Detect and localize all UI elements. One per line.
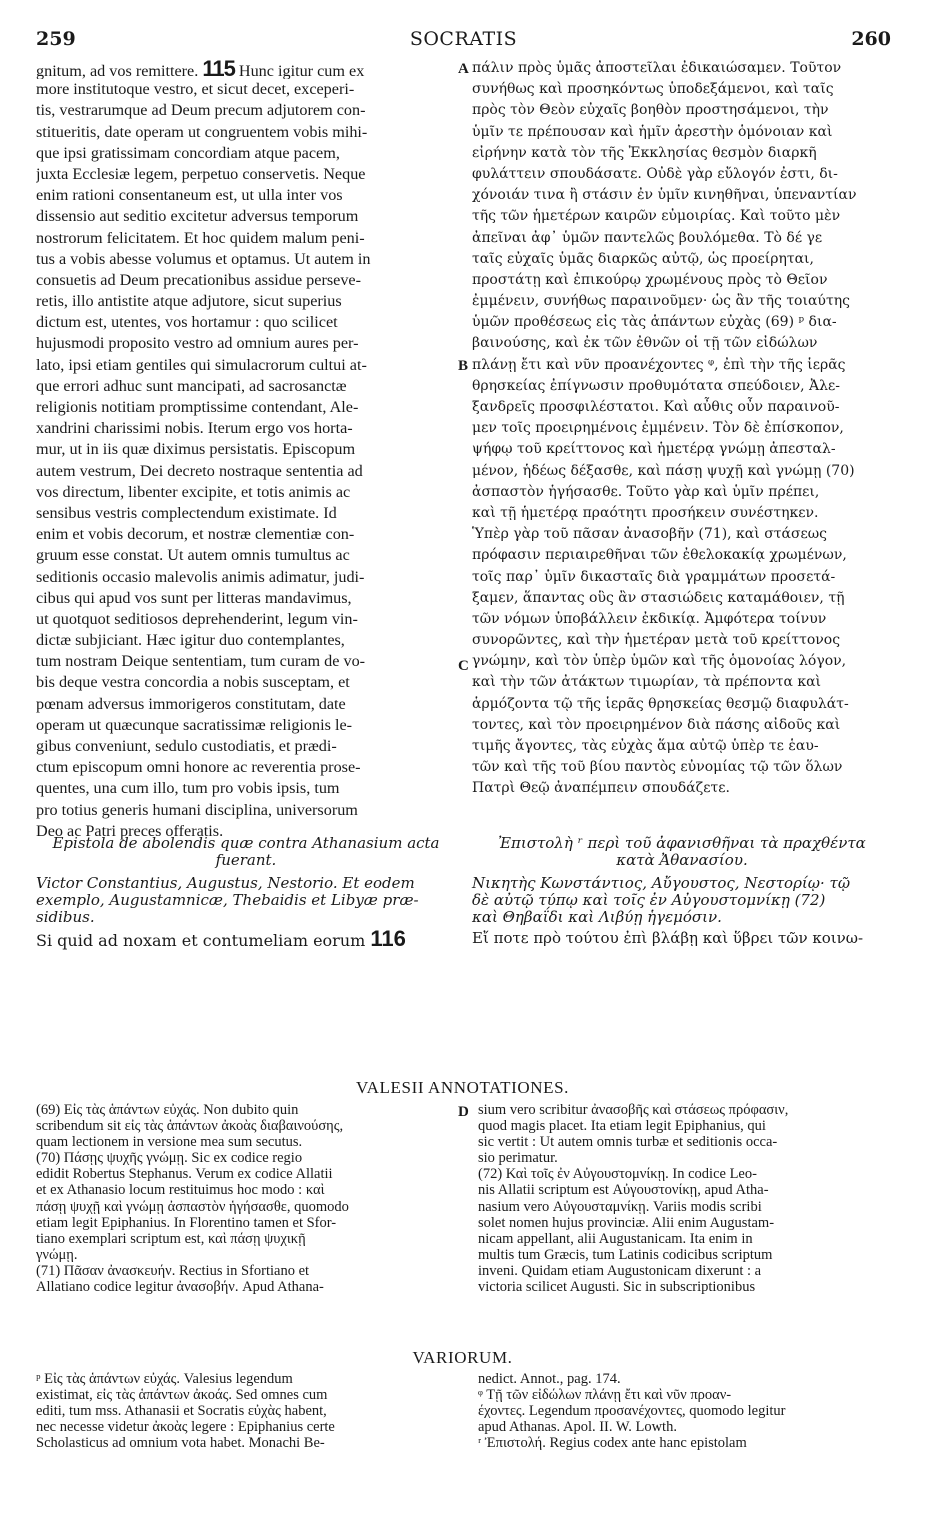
note-line: solet nomen hujus provinciæ. Alii enim Augustam- [478,1214,775,1231]
latin-line: tus a vobis abesse volumus et optamus. Ut autem in [36,249,371,268]
latin-line: lato, ipsi etiam gentiles qui simulacrorum cultui at- [36,355,367,374]
greek-line: συνορῶντες, καὶ τὴν ἡμετέραν μετὰ τοῦ κρείττονος [472,632,841,649]
greek-line: καὶ τὴν τῶν ἀτάκτων τιμωρίαν, τὰ πρέποντα καὶ [472,674,822,691]
note-line: (69) Εἰς τὰς ἁπάντων εὐχάς. Non dubito quin [36,1102,299,1118]
greek-line: πλάνῃ ἔτι καὶ νῦν προανέχοντες ᵠ, ἐπὶ τὴν τῆς ἱερᾶς [472,356,846,373]
epistle-opening: Si quid ad noxam et contumeliam eorum 116 [36,926,406,951]
greek-line: ξαμεν, ἅπαντας οὓς ἂν στασιώδεις καταμάθοιεν, τῇ [472,589,845,606]
latin-line: que ipsi gratissimam concordiam atque pacem, [36,143,340,162]
note-line: victoria scilicet Augusti. Sic in subscriptionibus [478,1279,756,1296]
epistle-title-line: fuerant. [215,851,277,869]
latin-line: consuetis ad Deum precationibus assidue perseve- [36,270,361,289]
note-line: nicam appellant, alii Augustanicam. Ita enim in [478,1230,753,1247]
greek-line: βαινούσης, καὶ ἐκ τῶν ἐθνῶν οἱ τῇ τῶν εἰδώλων [472,335,818,352]
margin-marker-a: A [458,61,469,77]
note-line: quam lectionem in versione mea sum secutus. [36,1134,303,1151]
note-line: existimat, εἰς τὰς ἁπάντων ἀκοάς. Sed omnes cum [36,1387,328,1404]
note-line: et ex Athanasio locum restituimus hoc modo : καὶ [36,1182,325,1199]
margin-marker-b: B [458,358,469,374]
note-line: nec necesse videtur ἀκοὰς legere : Epiphanius certe [36,1419,335,1436]
note-line: multis tum Græcis, tum Latinis codicibus scriptum [478,1246,773,1263]
greek-line: ὑμῖν τε πρέπουσαν καὶ ἡμῖν ἀρεστὴν ὁμόνοιαν καὶ [472,123,833,140]
greek-line: ψήφῳ τοῦ κρείττονος καὶ ἡμετέρᾳ γνώμῃ ἀπεσταλ- [472,441,836,458]
latin-line: pœnam adversus immorigeros constitutam, date [36,694,346,713]
greek-line: Ὑπὲρ γὰρ τοῦ πᾶσαν ἀνασοβῆν (71), καὶ στάσεως [472,526,828,543]
greek-line: ἀπεῖναι ἀφ᾽ ὑμῶν παντελῶς βουλόμεθα. Τὸ δέ γε [472,229,823,246]
greek-line: προστάτῃ καὶ ἐπικούρῳ χρωμένους πρὸς τὸ Θεῖον [472,271,828,288]
greek-line: μεν τοῖς προειρημένοις ἐμμένειν. Τὸν δὲ ἐπίσκοπον, [472,420,844,437]
latin-line: juxta Ecclesiæ legem, perpetuo conservetis. Neque [36,164,366,183]
epistle-address-line: exemplo, Augustamnicæ, Thebaidis et Libyæ præ- [36,891,419,909]
latin-line: que errori adhuc sunt mancipati, ad sacrosanctæ [36,376,347,395]
greek-line: ἁρμόζοντα τῷ τῆς ἱερᾶς θρησκείας θεσμῷ διαφυλάτ- [472,695,849,712]
greek-line: χόνοιάν τινα ἢ στάσιν ἐν ὑμῖν κινηθῆναι, ὑπεναντίαν [472,187,857,204]
note-line: nedict. Annot., pag. 174. [478,1371,621,1387]
epistle-title-line: κατὰ Ἀθανασίου. [616,851,748,869]
greek-line: καὶ τῇ ἡμετέρᾳ πραότητι προσήκειν συνέστηκεν. [472,504,819,521]
greek-line: τοῖς παρ᾽ ὑμῖν δικασταῖς διὰ γραμμάτων προσετά- [472,568,836,585]
note-line: Scholasticus ad omnium vota habet. Monachi Be- [36,1435,325,1452]
latin-line: tum nostram Deique sententiam, tum curam de vo- [36,652,366,671]
epistle-opening: Εἴ ποτε πρὸ τούτου ἐπὶ βλάβῃ καὶ ὕβρει τῶν κοινω- [472,929,864,947]
note-line: πάσῃ ψυχῇ καὶ γνώμῃ ἀσπαστὸν ἡγήσασθε, quomodo [36,1198,349,1215]
note-line: sium vero scribitur ἀνασοβῆς καὶ στάσεως πρόφασιν, [478,1102,789,1118]
latin-line: bis deque vestra concordia a nobis susceptam, et [36,673,350,692]
latin-line: retis, illo antistite atque adjutore, sicut superius [36,292,342,311]
page-number-left: 259 [36,28,76,50]
latin-line: enim rationi consentaneum est, ut ulla inter vos [36,186,343,205]
latin-line: tis, vestrarumque ad Deum precum adjutorem con- [36,101,366,120]
latin-line: cibus qui apud vos sunt per litteras mandavimus, [36,588,352,607]
greek-line: πρόφασιν περιαιρεθῆναι τῶν ἐθελοκακίᾳ χρωμένων, [472,547,847,564]
greek-line: φυλάττειν σπουδάσατε. Οὐδὲ γὰρ εὔλογόν ἐστι, δι- [472,165,838,182]
section-number: 115 [202,58,235,80]
variorum-heading: VARIORUM. [412,1348,513,1367]
note-line: edidit Robertus Stephanus. Verum ex codice Allatii [36,1166,333,1183]
latin-line: vos directum, libenter excipite, et totis animis ac [36,482,351,501]
note-line: ᵖ Εἰς τὰς ἁπάντων εὐχάς. Valesius legendum [36,1371,293,1387]
epistle-address-line: Νικητὴς Κωνστάντιος, Αὔγουστος, Νεστορίῳ· τῷ [472,874,851,892]
variorum-notes-left [36,1371,456,1451]
note-line: nis Allatii scriptum est Αὐγουστονίκῃ, apud Atha- [478,1182,769,1199]
note-line: ᵠ Τῇ τῶν εἰδώλων πλάνῃ ἔτι καὶ νῦν προαν- [478,1387,732,1404]
greek-line: συνήθως καὶ προσηκόντως ὑποδεξάμενοι, καὶ ταῖς [472,81,834,98]
epistle-address-line: Victor Constantius, Augustus, Nestorio. Et eodem [36,874,415,892]
page-number-right: 260 [851,28,891,50]
latin-line: pro totius generis humani disciplina, universorum [36,800,358,819]
greek-line: πρὸς τὸν Θεὸν εὐχαῖς βοηθὸν προστησάμενοι, τὴν [472,102,829,119]
note-line: etiam legit Epiphanius. In Florentino tamen et Sfor- [36,1214,337,1231]
latin-line: dissensio aut seditio excitetur adversus temporum [36,207,359,226]
latin-line: stitueritis, date operam ut congruentem vobis mihi- [36,122,368,141]
latin-line: Deo ac Patri preces offeratis. [36,821,224,840]
latin-line: autem vestrum, Dei decreto nostraque sententia ad [36,461,363,480]
greek-line: τοντες, καὶ τὸν προειρημένον διὰ πάσης αἰδοῦς καὶ [472,716,841,733]
latin-line: hujusmodi proposito vestro ad omnium aures per- [36,334,359,353]
section-number: 116 [370,926,406,951]
greek-line: μένον, ἡδέως δέξασθε, καὶ πάσῃ ψυχῇ καὶ γνώμῃ (70) [472,462,855,479]
note-line: (70) Πάσῃς ψυχῆς γνώμῃ. Sic ex codice regio [36,1150,303,1167]
greek-line: γνώμην, καὶ τὸν ὑπὲρ ὑμῶν καὶ τῆς ὁμονοίας λόγον, [472,653,847,670]
epistle-title-line: Ἐπιστολὴ ʳ περὶ τοῦ ἀφανισθῆναι τὰ πραχθέντα [498,834,866,852]
latin-line: more institutoque vestro, et sicut decet, exceperi- [36,80,355,99]
greek-line: τῶν νόμων ὑποβάλλειν ἐκδικίᾳ. Ἀμφότερα τοίνυν [472,610,827,627]
variorum-notes-right [478,1371,890,1451]
note-line: editi, tum mss. Athanasii et Socratis εὐχὰς habent, [36,1403,327,1420]
note-line: (71) Πᾶσαν ἀνασκευήν. Rectius in Sfortiano et [36,1262,310,1279]
margin-marker-d: D [458,1104,469,1120]
latin-line: gnitum, ad vos remittere. 115 Hunc igitur cum ex [36,58,365,80]
latin-line: ut quotquot seditiosos deprehenderint, legum vin- [36,609,358,628]
latin-line: enim et vobis decorum, et nostræ clementiæ con- [36,525,355,544]
greek-line: θρησκείας ἐπίγνωσιν προθυμότατα σπεύδοιεν, Ἀλε- [472,377,841,394]
latin-line: xandrini charissimi nobis. Iterum ergo vos horta- [36,419,353,438]
greek-line: ἀσπαστὸν ἡγήσασθε. Τοῦτο γὰρ καὶ ὑμῖν πρέπει, [472,483,820,500]
latin-line: nostrorum felicitatem. Et hoc quidem malum peni- [36,228,365,247]
latin-line: gibus conveniunt, sedulo custodiatis, et prædi- [36,737,337,755]
latin-line: mur, ut in iis quæ diximus persistatis. Episcopum [36,440,356,459]
greek-line: τῆς τῶν ἡμετέρων καιρῶν εὐμοιρίας. Καὶ τοῦτο μὲν [472,208,841,225]
valesii-heading: VALESII ANNOTATIONES. [355,1078,570,1097]
note-line: quod magis placet. Ita etiam legit Epiphanius, qui [478,1118,766,1135]
note-line: nasium vero Αὐγουσταμνίκῃ. Variis modis scribi [478,1198,762,1215]
greek-line: ὑμῶν προθέσεως εἰς τὰς ἁπάντων εὐχὰς (69) ᵖ δια- [472,314,837,331]
epistle-address-line: sidibus. [36,908,95,926]
latin-column [36,58,456,842]
greek-line: Πατρὶ Θεῷ ἀναπέμπειν σπουδάζετε. [472,780,730,797]
epistle-latin [36,835,456,949]
latin-line: ctum episcopum omni honore ac reverentia prose- [36,758,361,777]
greek-line: τιμῆς ἄγοντες, τὰς εὐχὰς ἅμα αὐτῷ ὑπὲρ τε ἑαυ- [472,738,819,754]
epistle-address-line: καὶ Θηβαΐδι καὶ Λιβύῃ ἡγεμόσιν. [472,908,722,926]
greek-line: τῶν καὶ τῆς τοῦ βίου παντὸς εὐνομίας τῷ τῶν ὅλων [472,759,843,776]
note-line: sic vertit : Ut autem omnis turbæ et seditionis occa- [478,1134,778,1151]
valesii-notes-left [36,1102,456,1295]
note-line: έχοντες. Legendum προσανέχοντες, quomodo legitur [478,1403,786,1420]
note-line: ʳ Ἐπιστολή. Regius codex ante hanc epistolam [478,1435,747,1452]
greek-line: ταῖς εὐχαῖς ὑμᾶς διαρκῶς αὐτῷ, ὡς προείρηται, [472,250,814,267]
latin-line: quentes, una cum illo, tum pro vobis ipsis, tum [36,779,340,798]
note-line: apud Athanas. Apol. II. W. Lowth. [478,1419,677,1436]
greek-line: ξανδρεῖς προσφιλέστατοι. Καὶ αὖθις οὖν παραινοῦ- [472,399,840,415]
greek-line: πάλιν πρὸς ὑμᾶς ἀποστεῖλαι ἐδικαιώσαμεν. Τοῦτον [472,60,842,76]
note-line: scribendum sit εἰς τὰς ἁπάντων ἀκοὰς διαβαινούσης, [36,1118,344,1135]
latin-line: seditionis occasio malevolis animis adimatur, judi- [36,567,365,586]
greek-line: ἐμμένειν, συνήθως παραινοῦμεν· ὡς ἂν τῆς τοιαύτης [472,293,850,310]
note-line: sio perimatur. [478,1150,558,1167]
latin-line: dictum est, utentes, vos hortamur : quo scilicet [36,313,338,332]
epistle-title-line: Epistola de abolendis quæ contra Athanasium acta [52,834,440,852]
latin-line: sensibus vestris complectendum existimate. Id [36,503,337,522]
valesii-notes-right [478,1102,890,1295]
latin-line: gruum esse constat. Ut autem omnis tumultus ac [36,546,350,565]
greek-line: εἰρήνην κατὰ τὸν τῆς Ἐκκλησίας θεσμὸν διαρκῆ [472,144,817,161]
note-line: γνώμῃ. [36,1246,78,1263]
margin-marker-c: C [458,658,469,674]
latin-line: dictæ subjiciant. Hæc igitur duo contemplantes, [36,631,345,650]
page-header [36,28,891,56]
note-line: Allatiano codice legitur ἀνασοβήν. Apud Athana- [36,1279,324,1296]
epistle-address-line: δὲ αὐτῷ τύπῳ καὶ τοῖς ἐν Αὐγουστομνίκῃ (72) [472,891,826,909]
latin-line: operam ut quæcunque sacratissimæ religionis le- [36,715,353,734]
greek-column [472,58,892,800]
latin-line: religionis notitiam promptissime contendant, Ale- [36,398,359,416]
note-line: (72) Καὶ τοῖς ἐν Αὐγουστομνίκῃ. In codice Leo- [478,1166,757,1183]
running-title: SOCRATIS [409,28,518,50]
note-line: tiano exemplari scriptum est, καὶ πάσῃ ψυχικῇ [36,1230,306,1247]
epistle-greek [472,835,892,947]
note-line: inveni. Quidam etiam Augustonicam dixerunt : a [478,1262,762,1279]
